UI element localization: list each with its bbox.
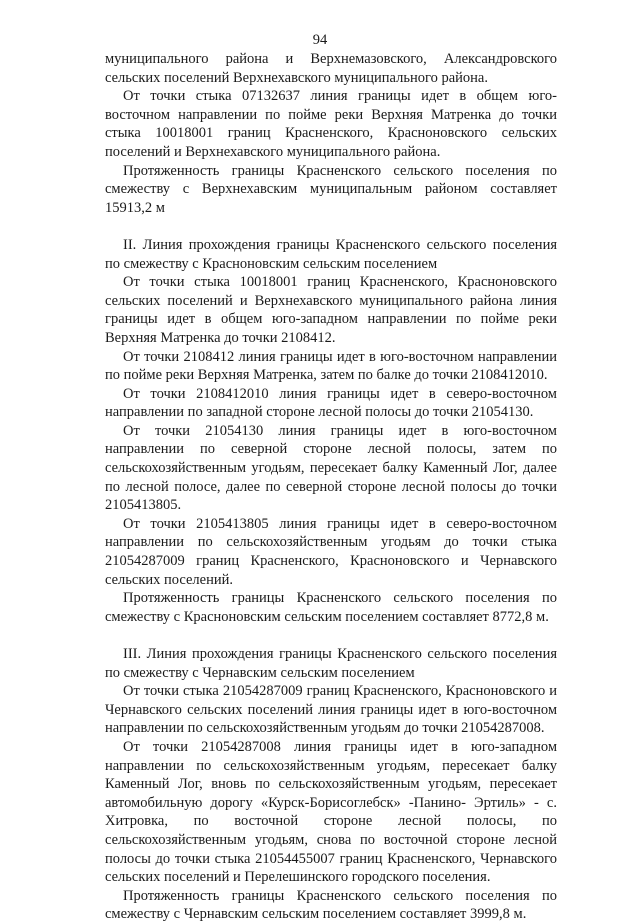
paragraph: муниципального района и Верхнемазовского, Александровского сельских поселений Верхнехавского муниципального района.: [105, 51, 557, 86]
paragraph: От точки стыка 21054287009 границ Красненского, Красноновского и Чернавского сельских поселений линия границы идет в юго-восточном направлении по сельскохозяйственным угодьям до точки 21054287008.: [105, 683, 557, 737]
section-gap: [105, 626, 557, 645]
paragraph: Протяженность границы Красненского сельского поселения по смежеству с Красноновским сельским поселением составляет 8772,8 м.: [105, 590, 557, 625]
paragraph: Протяженность границы Красненского сельского поселения по смежеству с Верхнехавским муниципальным районом составляет 15913,2 м: [105, 162, 557, 216]
page-number: 94: [312, 32, 328, 48]
paragraph: От точки 2108412010 линия границы идет в северо-восточном направлении по западной стороне лесной полосы до точки 21054130.: [105, 385, 557, 421]
paragraph: От точки стыка 10018001 границ Красненского, Красноновского сельских поселений и Верхнехавского муниципального района линия границы идет в общем юго-западном направлении по пойме реки Верхняя Матренка до точки 2108412.: [105, 274, 557, 346]
document-body: [105, 50, 557, 924]
paragraph: От точки 21054287008 линия границы идет в юго-западном направлении по сельскохозяйственным угодьям, пересекает балку Каменный Лог, вновь по сельскохозяйственным угодьям, пересекает автомобильную дорогу «Курск-Борисоглебск» -Панино- Эртиль» - с. Хитровка, по восточной стороне лесной полосы, по сельскохозяйственным угодьям, снова по восточной стороне лесной полосы до точки стыка 21054455007 границ Красненского, Чернавского сельских поселений и Перелешинского городского поселения.: [105, 738, 557, 886]
paragraph: Протяженность границы Красненского сельского поселения по смежеству с Чернавским сельским поселением составляет 3999,8 м.: [105, 887, 557, 923]
section-gap: [105, 217, 557, 236]
section-heading: II. Линия прохождения границы Красненского сельского поселения по смежеству с Красноновским сельским поселением: [105, 236, 557, 272]
paragraph: От точки 2105413805 линия границы идет в северо-восточном направлении по сельскохозяйственным угодьям до точки стыка 21054287009 границ Красненского, Красноновского и Чернавского сельских поселений.: [105, 515, 557, 588]
section-heading: III. Линия прохождения границы Красненского сельского поселения по смежеству с Чернавским сельским поселением: [105, 646, 557, 681]
paragraph: От точки 2108412 линия границы идет в юго-восточном направлении по пойме реки Верхняя Матренка, затем по балке до точки 2108412010.: [105, 348, 557, 384]
paragraph: От точки стыка 07132637 линия границы идет в общем юго-восточном направлении по пойме реки Верхняя Матренка до точки стыка 10018001 границ Красненского, Красноновского сельских поселений и Верхнехавского муниципального района.: [105, 88, 557, 160]
paragraph: От точки 21054130 линия границы идет в юго-восточном направлении по северной стороне лесной полосы, затем по сельскохозяйственным угодьям, пересекает балку Каменный Лог, далее по лесной полосе, далее по северной стороне лесной полосы до точки 2105413805.: [105, 422, 557, 514]
